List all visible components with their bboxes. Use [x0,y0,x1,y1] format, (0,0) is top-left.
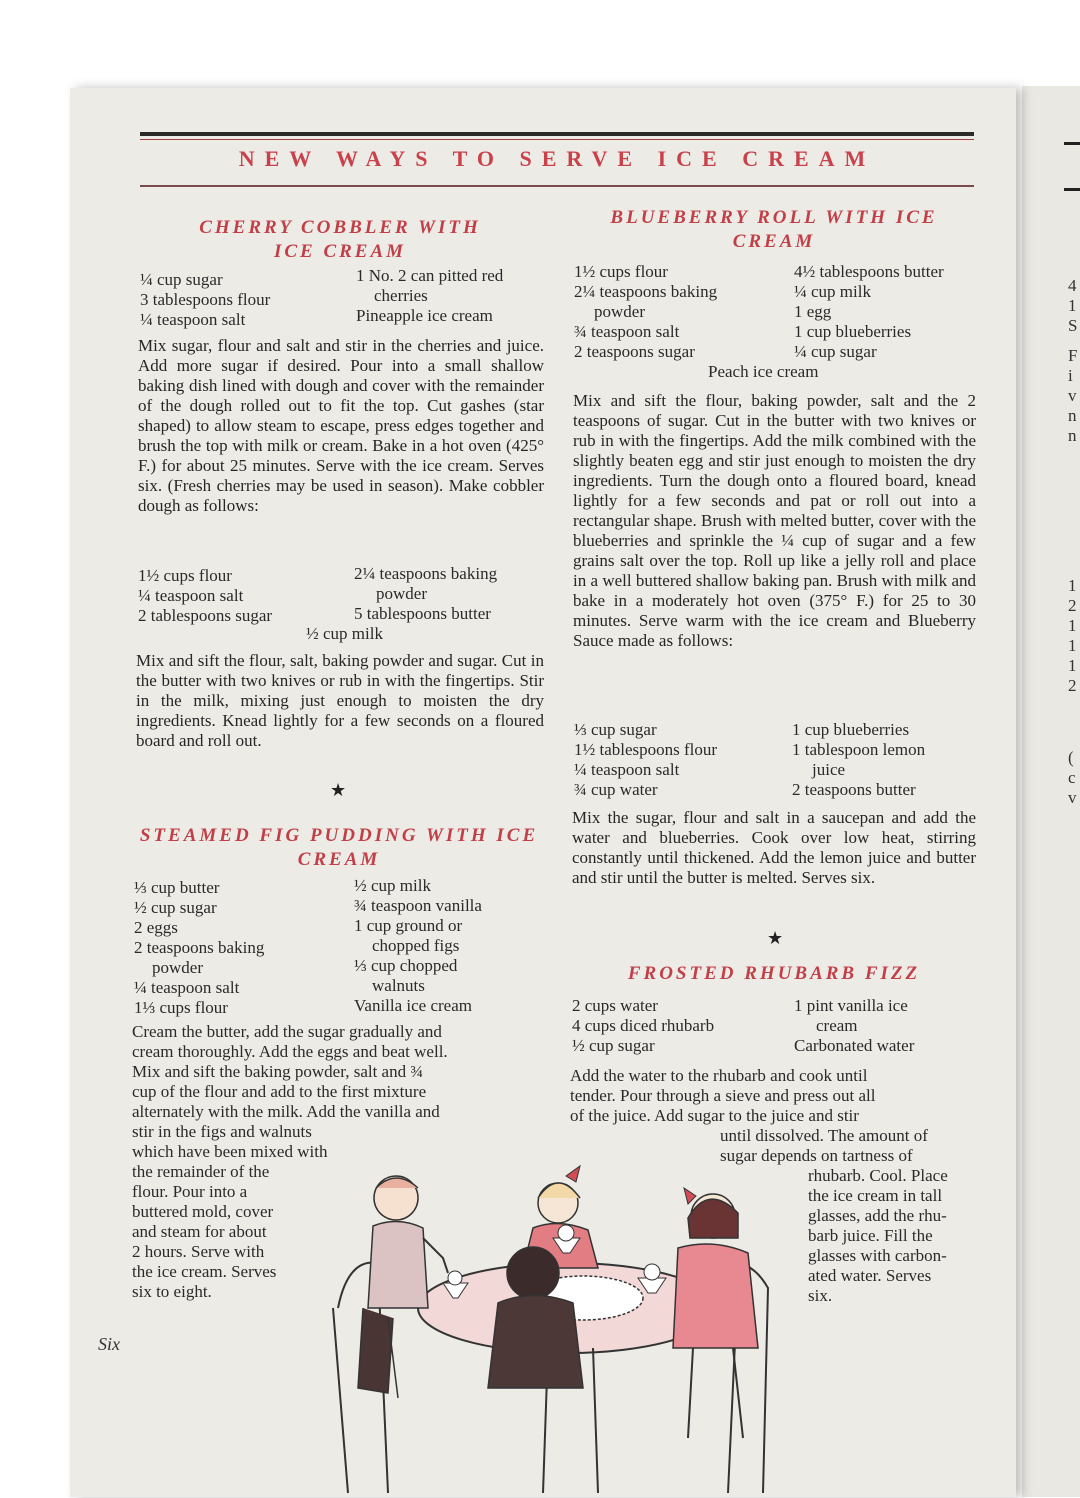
adjacent-page-fragment: 4 [1068,276,1077,295]
header-rule-accent [140,139,974,140]
ingredient: ¾ cup water [574,780,658,799]
method-line: cream thoroughly. Add the eggs and beat well. [132,1042,448,1061]
blueberry-sauce-method: Mix the sugar, flour and salt in a saucepan and add the water and blueberries. Cook over low heat, stirring constantly until thickened. Add the lemon juice and butter and stir until the butter is melted. Serves six. [572,808,976,887]
adjacent-page-fragment: ( [1068,748,1074,767]
adjacent-page-fragment: 1 [1068,296,1077,315]
page-number: Six [98,1334,120,1354]
method-line: Add the water to the rhubarb and cook until [570,1066,868,1085]
ingredient: 1 egg [794,302,832,321]
adjacent-page-fragment: F [1068,346,1078,365]
ingredient: 5 tablespoons butter [354,604,491,623]
ingredient: ¼ teaspoon salt [134,978,240,997]
header-rule-top [140,132,974,136]
ingredient: 3 tablespoons flour [140,290,271,309]
ingredient: 2 eggs [134,918,178,937]
method-line: six. [808,1286,833,1305]
ingredient: 1 pint vanilla ice [794,996,908,1015]
ingredient: ¼ teaspoon salt [140,310,246,329]
ingredient: juice [812,760,846,779]
ingredient: 2 teaspoons sugar [574,342,695,361]
ingredient: ¾ teaspoon vanilla [354,896,482,915]
ingredient: 1½ cups flour [574,262,668,281]
blueberry-method: Mix and sift the flour, baking powder, salt and the 2 teaspoons of sugar. Cut in the butter with two knives or rub in with the fingertips. Add the milk combined with the slightly beaten egg and stir just enough to moisten the dry ingredients. Turn the dough onto a floured board, knead lightly for a few seconds and pat or roll out into a rectangular shape. Brush with melted butter, cover with the blueberries and sprinkle the ¼ cup of sugar and a few grains salt over the top. Roll up like a jelly roll and place in a well buttered shallow baking pan. Brush with milk and bake in a moderately hot oven (375° F.) for 25 to 30 minutes. Serve warm with the ice cream and Blueberry Sauce made as follows: [573,391,976,650]
cherry-method: Mix sugar, flour and salt and stir in the cherries and juice. Add more sugar if desired. Pour into a small shallow baking dish lined with dough and cover with the remainder of the dough rolled out to fit the top. Cut gashes (star shaped) to allow steam to escape, press edges together and brush the top with milk or cream. Bake in a hot oven (425° F.) for about 25 minutes. Serve with the ice cream. Serves six. (Fresh cherries may be used in season). Make cobbler dough as follows: [138,336,544,515]
ingredient: 1 No. 2 can pitted red [356,266,504,285]
adjacent-page-fragment: 1 [1068,616,1077,635]
ingredient: ¼ teaspoon salt [574,760,680,779]
blueberry-sauce-right [792,720,925,800]
ingredient: 1 cup blueberries [792,720,910,739]
adjacent-page-fragment: i [1068,366,1073,385]
blueberry-sauce-left [574,720,717,800]
fig-ingredients-left [134,878,264,1018]
ingredient: ¾ teaspoon salt [574,322,680,341]
ingredient: Carbonated water [794,1036,915,1055]
ingredient: ½ cup milk [354,876,431,895]
ingredient: ½ cup sugar [134,898,217,917]
fig-ingredients-right [354,876,482,1016]
method-line: Cream the butter, add the sugar gradually and [132,1022,442,1041]
method-line: glasses, add the rhu- [808,1206,947,1225]
rhubarb-ingredients-right [794,996,914,1056]
rhubarb-ingredients-left [572,996,714,1056]
ingredient: 2¼ teaspoons baking [574,282,718,301]
method-line: 2 hours. Serve with [132,1242,265,1261]
method-line: of the juice. Add sugar to the juice and stir [570,1106,859,1125]
ingredient: ¼ cup milk [794,282,871,301]
page-header: NEW WAYS TO SERVE ICE CREAM [238,146,876,171]
cherry-ingredients-left [140,270,270,330]
method-line: flour. Pour into a [132,1182,248,1201]
method-line: until dissolved. The amount of [720,1126,928,1145]
rhubarb-method-narrow [808,1166,948,1306]
recipe-title-text: BLUEBERRY ROLL WITH ICE CREAM [610,207,938,252]
children-ice-cream-illustration [318,1158,802,1498]
method-line: the ice cream. Serves [132,1262,277,1281]
adjacent-page-fragment: 1 [1068,576,1077,595]
adjacent-page-fragment: 1 [1068,656,1077,675]
ingredient: 2 tablespoons sugar [138,606,273,625]
method-line: which have been mixed with [132,1142,328,1161]
ingredient: 4 cups diced rhubarb [572,1016,715,1035]
ingredient: Vanilla ice cream [354,996,472,1015]
adjacent-page-fragment: S [1068,316,1078,335]
method-line: cup of the flour and add to the first mixture [132,1082,427,1101]
ingredient: 4½ tablespoons butter [794,262,944,281]
ingredient: walnuts [372,976,425,995]
ingredient: 2 teaspoons butter [792,780,916,799]
method-line: the remainder of the [132,1162,270,1181]
method-line: buttered mold, cover [132,1202,274,1221]
method-line: rhubarb. Cool. Place [808,1166,948,1185]
method-line: alternately with the milk. Add the vanilla and [132,1102,440,1121]
ingredient: 1 cup blueberries [794,322,912,341]
ingredient: cherries [374,286,428,305]
ingredient: 1½ cups flour [138,566,232,585]
recipe-title-text: CHERRY COBBLER WITH ICE CREAM [199,217,481,262]
ingredient: powder [594,302,645,321]
cherry-dough-method: Mix and sift the flour, salt, baking powder and sugar. Cut in the butter with two knives or rub in with the fingertips. Stir in the milk, mixing just enough to moisten the dry ingredients. Knead lightly for a few seconds on a floured board and roll out. [136,651,544,750]
adjacent-page-fragment: 1 [1068,636,1077,655]
method-line: stir in the figs and walnuts [132,1122,312,1141]
adjacent-page-rule [1064,188,1080,191]
ingredient: 1 tablespoon lemon [792,740,926,759]
blueberry-ingredients-right [794,262,944,362]
recipe-title-blueberry-roll [572,206,976,254]
method-line: sugar depends on tartness of [720,1146,913,1165]
ingredient: chopped figs [372,936,460,955]
ingredient: 2 teaspoons baking [134,938,265,957]
adjacent-page-fragment: 2 [1068,596,1077,615]
ingredient: 1 cup ground or [354,916,463,935]
ingredient: 1½ tablespoons flour [574,740,718,759]
recipe-title-cherry-cobbler [136,216,544,264]
ingredient: 1⅓ cups flour [134,998,228,1017]
recipe-title-text: STEAMED FIG PUDDING WITH ICE CREAM [139,825,539,870]
adjacent-page-fragment: v [1068,386,1077,405]
method-line: ated water. Serves [808,1266,932,1285]
recipe-title-fig-pudding [134,824,544,872]
adjacent-page-fragment: n [1068,406,1077,425]
star-divider-icon: ★ [330,780,347,801]
recipe-title-rhubarb-fizz: FROSTED RHUBARB FIZZ [627,963,921,984]
ingredient: ¼ teaspoon salt [138,586,244,605]
cherry-dough-left [138,566,272,626]
adjacent-page-fragment: n [1068,426,1077,445]
cherry-ingredients-right [356,266,503,326]
ingredient: ⅓ cup butter [134,878,220,897]
method-line: the ice cream in tall [808,1186,943,1205]
header-rule-bottom [140,185,974,187]
adjacent-page-fragment: 2 [1068,676,1077,695]
method-line: and steam for about [132,1222,267,1241]
ingredient: ½ cup sugar [572,1036,655,1055]
method-line: six to eight. [132,1282,212,1301]
adjacent-page-fragment: c [1068,768,1076,787]
cherry-dough-center: ½ cup milk [306,624,383,643]
ingredient: ⅓ cup chopped [354,956,458,975]
method-line: tender. Pour through a sieve and press out all [570,1086,876,1105]
method-line: glasses with carbon- [808,1246,947,1265]
ingredient: ⅓ cup sugar [574,720,657,739]
ingredient: 2¼ teaspoons baking [354,564,498,583]
adjacent-page-fragment: v [1068,788,1077,807]
ingredient: powder [376,584,427,603]
method-line: Mix and sift the baking powder, salt and ¾ [132,1062,424,1081]
ingredient: Pineapple ice cream [356,306,493,325]
rhubarb-method-full [570,1066,875,1126]
method-line: barb juice. Fill the [808,1226,933,1245]
blueberry-ingredients-center: Peach ice cream [708,362,819,381]
blueberry-ingredients-left [574,262,717,362]
ingredient: powder [152,958,203,977]
ingredient: cream [816,1016,858,1035]
adjacent-page-edge [1022,86,1080,1497]
adjacent-page-rule [1064,142,1080,145]
star-divider-icon: ★ [767,928,784,949]
ingredient: ¼ cup sugar [140,270,223,289]
ingredient: 2 cups water [572,996,658,1015]
ingredient: ¼ cup sugar [794,342,877,361]
cherry-dough-right [354,564,497,624]
